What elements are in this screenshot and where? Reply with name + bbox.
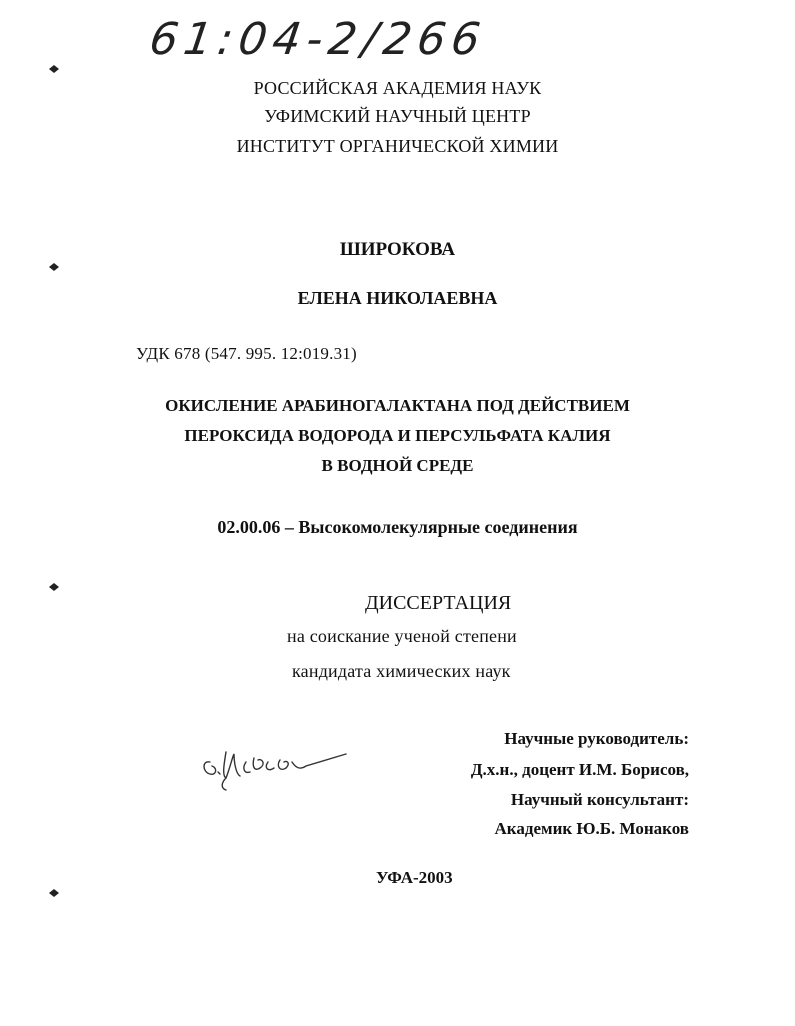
binding-mark-icon [48,64,60,74]
header-line-center: УФИМСКИЙ НАУЧНЫЙ ЦЕНТР [264,106,531,126]
binding-mark-icon [48,582,60,592]
consultant-name: Академик Ю.Б. Монаков [494,819,689,838]
title-line-3: В ВОДНОЙ СРЕДЕ [321,456,474,475]
title-line-2: ПЕРОКСИДА ВОДОРОДА И ПЕРСУЛЬФАТА КАЛИЯ [184,426,611,445]
dissertation-line-1: на соискание ученой степени [287,626,517,646]
specialty: 02.00.06 – Высокомолекулярные соединения [217,517,578,537]
udk-code: УДК 678 (547. 995. 12:019.31) [136,344,357,363]
dissertation-heading: ДИССЕРТАЦИЯ [365,592,512,614]
author-signature [196,732,356,792]
city-year: УФА-2003 [376,868,453,887]
binding-mark-icon [48,262,60,272]
binding-mark-icon [48,888,60,898]
author-surname: ШИРОКОВА [339,239,456,260]
dissertation-line-2: кандидата химических наук [292,661,511,681]
supervisor-name: Д.х.н., доцент И.М. Борисов, [470,760,689,779]
supervisor-label: Научные руководитель: [504,729,689,748]
archive-number: 61:04-2/266 [146,14,490,65]
author-name: ЕЛЕНА НИКОЛАЕВНА [297,288,498,308]
title-line-1: ОКИСЛЕНИЕ АРАБИНОГАЛАКТАНА ПОД ДЕЙСТВИЕМ [165,396,630,415]
header-line-academy: РОССИЙСКАЯ АКАДЕМИЯ НАУК [253,78,542,98]
header-line-institute: ИНСТИТУТ ОРГАНИЧЕСКОЙ ХИМИИ [236,136,559,156]
consultant-label: Научный консультант: [510,790,689,809]
